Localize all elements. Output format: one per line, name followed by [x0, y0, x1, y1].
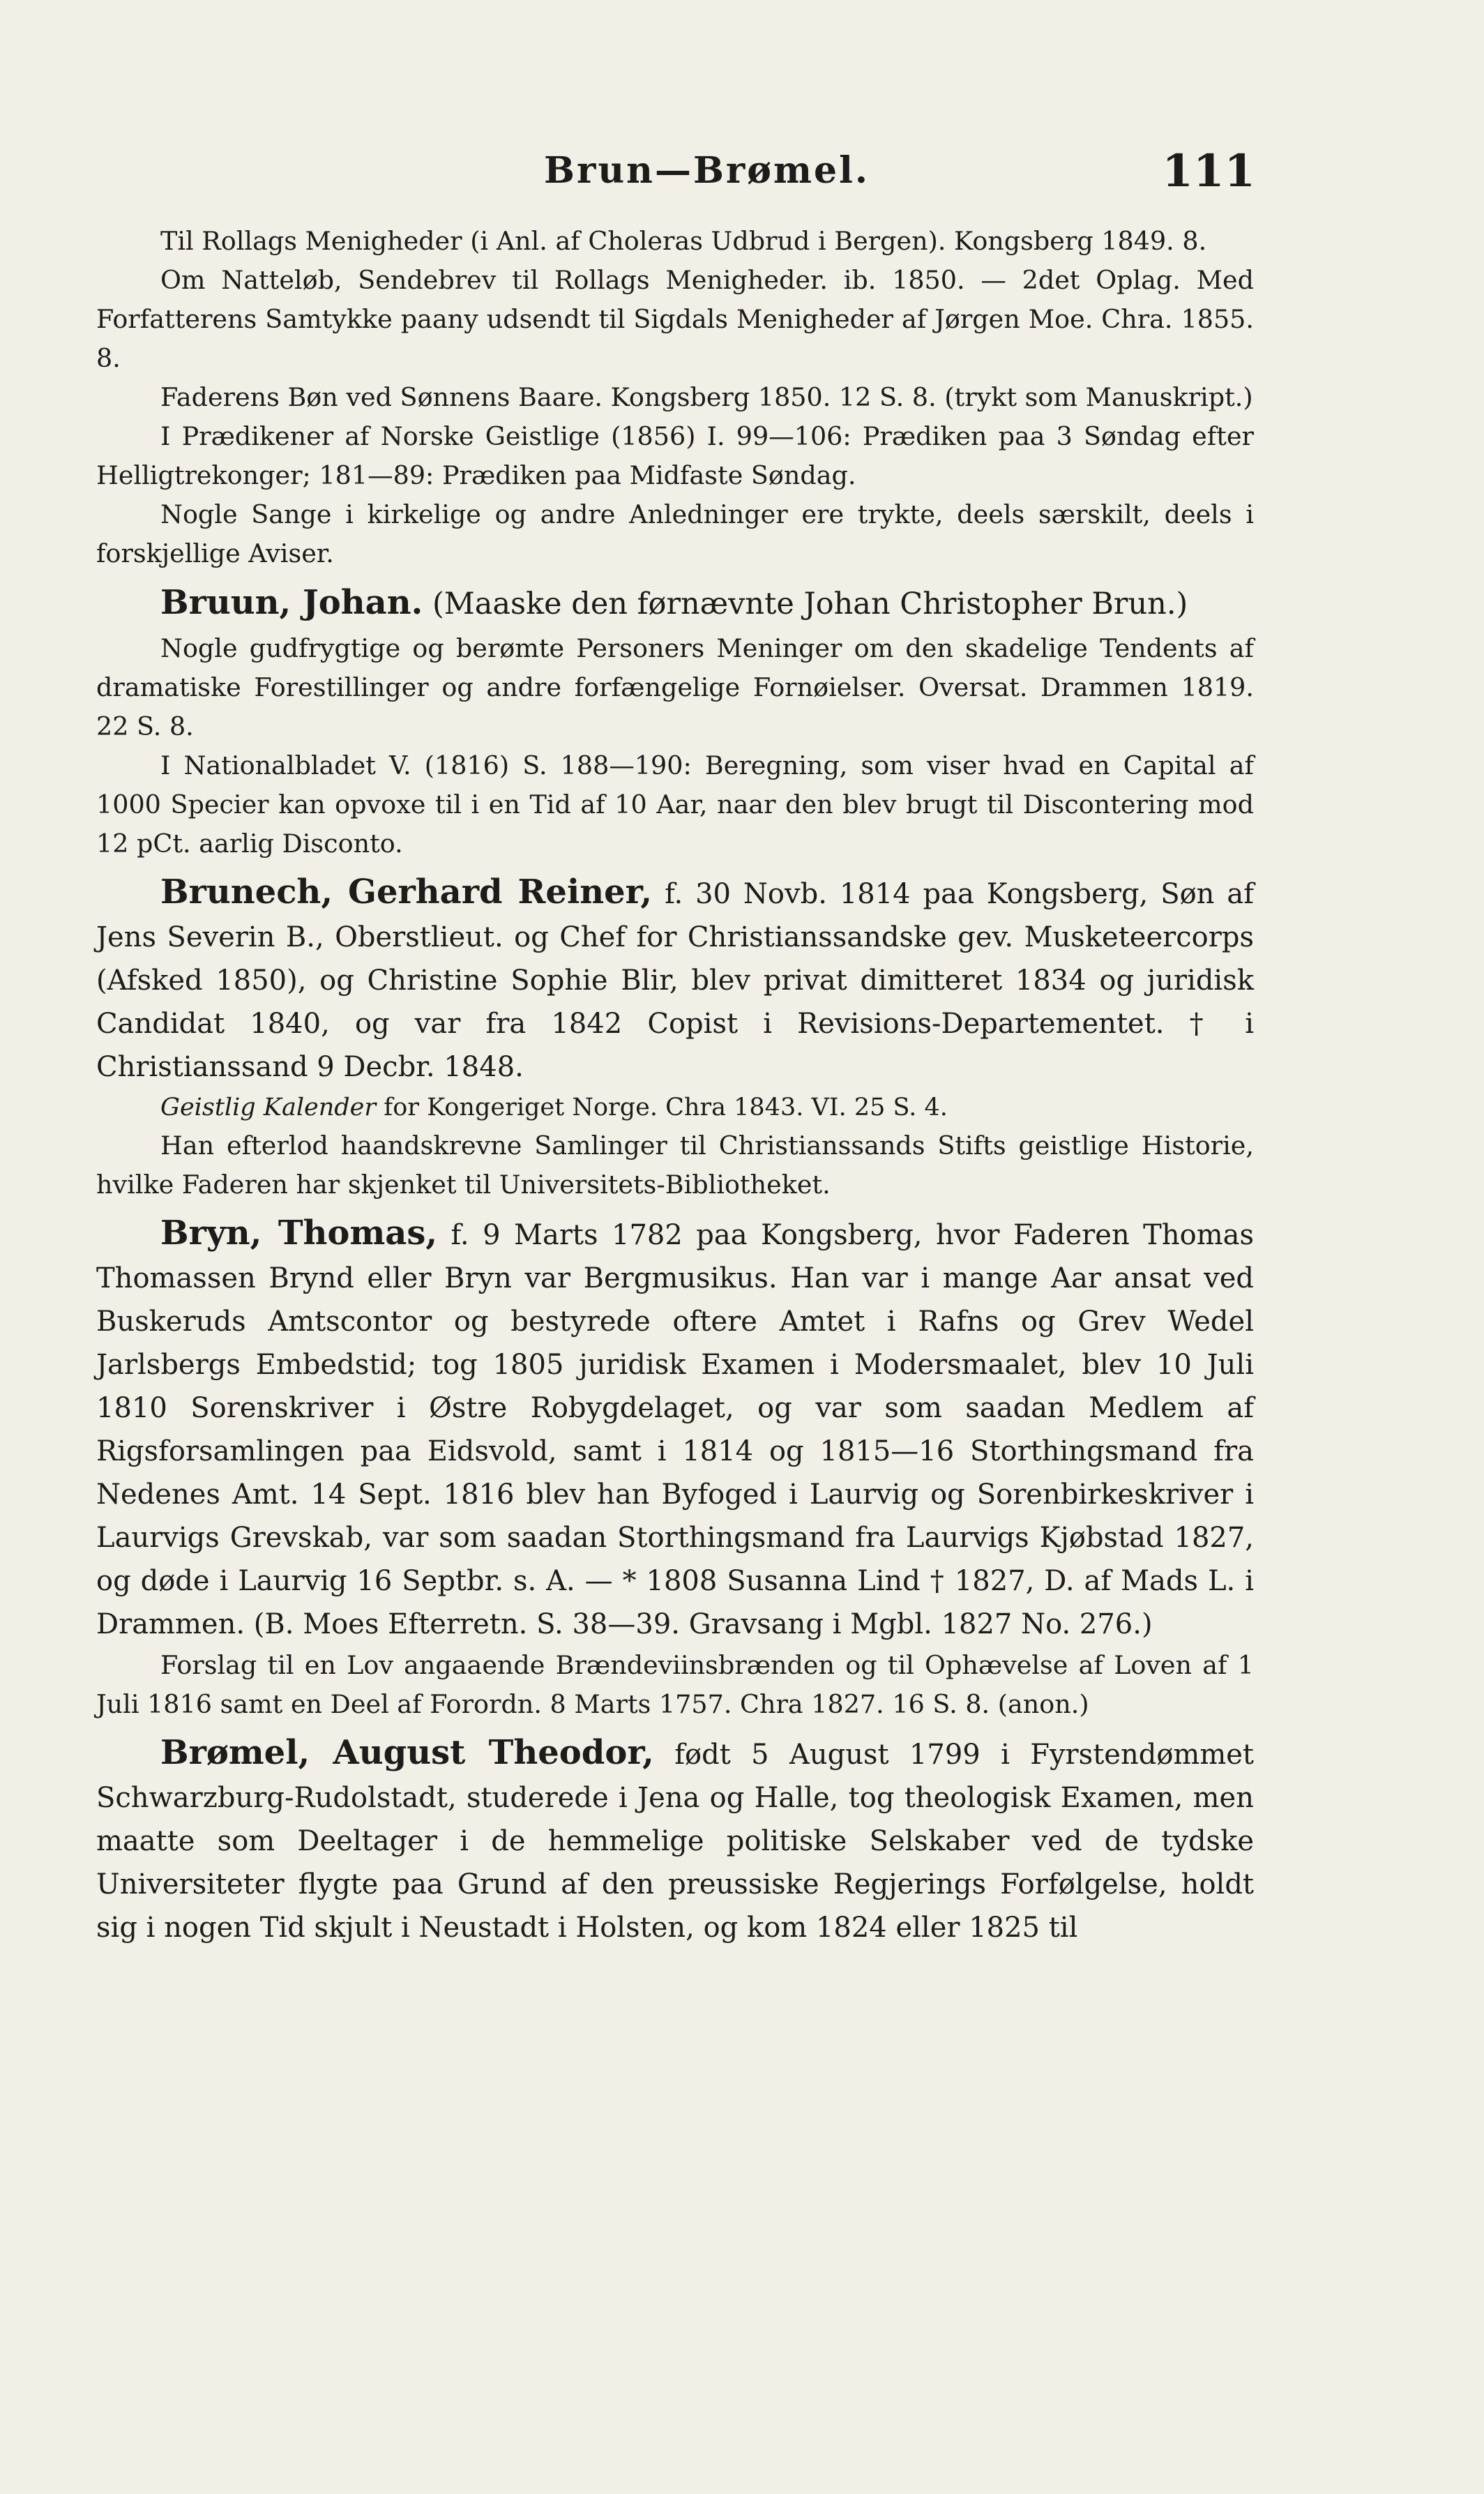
publication-entry — [96, 1126, 1254, 1204]
entry-text: I Prædikener af Norske Geistlige (1856) I. 99—106: Prædiken paa 3 Søndag efter Helligtrekonger; 181—89: Prædiken paa Midfaste Søndag. — [96, 421, 1254, 490]
entry-text: Forslag til en Lov angaaende Brændeviinsbrænden og til Ophævelse af Loven af 1 Juli 1816 samt en Deel af Forordn. 8 Marts 1757. Chra 1827. 16 S. 8. (anon.) — [96, 1650, 1254, 1719]
entry-text: født 5 August 1799 i Fyrstendømmet Schwarzburg-Rudolstadt, studerede i Jena og Halle, tog theologisk Examen, men maatte som Deeltager i de hemmelige politiske Selskaber ved de tydske Universiteter flygte paa Grund af den preussiske Regjerings Forfølgelse, holdt sig i nogen Tid skjult i Neustadt i Holsten, og kom 1824 eller 1825 til — [96, 1739, 1255, 1944]
entry-text: Han efterlod haandskrevne Samlinger til Christianssands Stifts geistlige Historie, hvilke Faderen har skjenket til Universitets-Bibliotheket. — [96, 1131, 1254, 1200]
entry-text: I Nationalbladet V. (1816) S. 188—190: Beregning, som viser hvad en Capital af 1000 Specier kan opvoxe til i en Tid af 10 Aar, naar den blev brugt til Discontering mod 12 pCt. aarlig Disconto. — [96, 750, 1254, 859]
biography-entry-brunech — [96, 870, 1254, 1089]
page-number: 111 — [1162, 145, 1255, 197]
entry-name: Bryn, Thomas, — [160, 1214, 438, 1253]
publication-entry — [96, 222, 1254, 261]
entry-name: Brømel, August Theodor, — [160, 1733, 654, 1772]
biography-entry-bromel — [96, 1731, 1254, 1949]
page-header — [544, 139, 1255, 202]
running-title: Brun—Brømel. — [544, 149, 870, 192]
entry-text: Faderens Bøn ved Sønnens Baare. Kongsberg 1850. 12 S. 8. (trykt som Manuskript.) — [160, 382, 1253, 412]
publication-entry — [96, 495, 1254, 573]
entry-text: Nogle gudfrygtige og berømte Personers Meninger om den skadelige Tendents af dramatiske Forestillinger og andre forfængelige Fornøielser. Oversat. Drammen 1819. 22 S. 8. — [96, 633, 1254, 741]
entry-text: (Maaske den førnævnte Johan Christopher Brun.) — [432, 587, 1188, 621]
reference-entry — [96, 1089, 1254, 1126]
publication-entry — [96, 261, 1254, 378]
entry-text: Til Rollags Menigheder (i Anl. af Choleras Udbrud i Bergen). Kongsberg 1849. 8. — [160, 226, 1207, 256]
biography-entry-bruun — [96, 577, 1254, 629]
entry-name: Brunech, Gerhard Reiner, — [160, 872, 653, 912]
entry-text: f. 9 Marts 1782 paa Kongsberg, hvor Faderen Thomas Thomassen Brynd eller Bryn var Bergmusikus. Han var i mange Aar ansat ved Buskeruds Amtscontor og bestyrede oftere Amtet i Rafns og Grev Wedel Jarlsbergs Embedstid; tog 1805 juridisk Examen i Modersmaalet, blev 10 Juli 1810 Sorenskriver i Østre Robygdelaget, og var som saadan Medlem af Rigsforsamlingen paa Eidsvold, samt i 1814 og 1815—16 Storthingsmand fra Nedenes Amt. 14 Sept. 1816 blev han Byfoged i Laurvig og Sorenbirkeskriver i Laurvigs Grevskab, var som saadan Storthingsmand fra Laurvigs Kjøbstad 1827, og døde i Laurvig 16 Septbr. s. A. — * 1808 Susanna Lind † 1827, D. af Mads L. i Drammen. (B. Moes Efterretn. S. 38—39. Gravsang i Mgbl. 1827 No. 276.) — [96, 1219, 1255, 1640]
publication-entry — [96, 746, 1254, 863]
entry-text: f. 30 Novb. 1814 paa Kongsberg, Søn af Jens Severin B., Oberstlieut. og Chef for Christianssandske gev. Musketeercorps (Afsked 1850), og Christine Sophie Blir, blev privat dimitteret 1834 og juridisk Candidat 1840, og var fra 1842 Copist i Revisions-Departementet. † i Christianssand 9 Decbr. 1848. — [96, 878, 1255, 1083]
entry-text: Nogle Sange i kirkelige og andre Anledninger ere trykte, deels særskilt, deels i forskjellige Aviser. — [96, 499, 1254, 568]
biography-entry-bryn — [96, 1211, 1254, 1646]
entry-text: Om Natteløb, Sendebrev til Rollags Menigheder. ib. 1850. — 2det Oplag. Med Forfatterens Samtykke paany udsendt til Sigdals Menigheder af Jørgen Moe. Chra. 1855. 8. — [96, 265, 1254, 373]
reference-title: Geistlig Kalender — [160, 1094, 377, 1121]
publication-entry — [96, 629, 1254, 746]
entry-text: for Kongeriget Norge. Chra 1843. VI. 25 S. 4. — [384, 1094, 948, 1121]
publication-entry — [96, 378, 1254, 417]
publication-entry — [96, 1646, 1254, 1724]
entry-name: Bruun, Johan. — [160, 583, 423, 622]
publication-entry — [96, 417, 1254, 495]
page-body — [96, 222, 1254, 1949]
